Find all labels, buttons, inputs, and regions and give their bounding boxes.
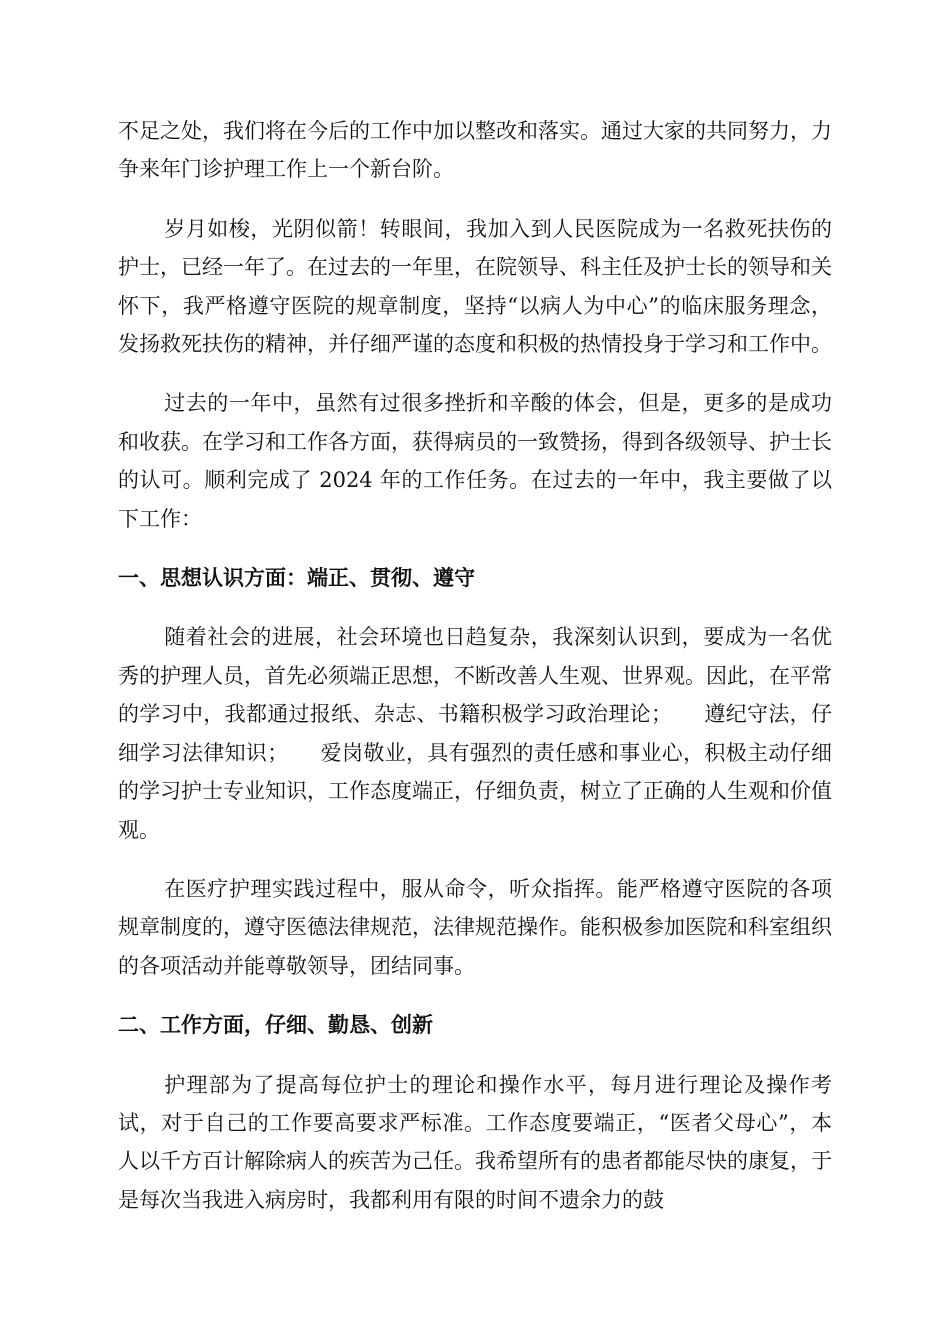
section-heading-work: 二、工作方面，仔细、勤恳、创新 [118, 1013, 433, 1038]
paragraph-intro-continuation: 不足之处，我们将在今后的工作中加以整改和落实。通过大家的共同努力，力争来年门诊护理工作上一个新台阶。 [118, 119, 832, 182]
paragraph-social-progress: 随着社会的进展，社会环境也日趋复杂，我深刻认识到，要成为一名优秀的护理人员，首先必须端正思想，不断改善人生观、世界观。因此，在平常的学习中，我都通过报纸、杂志、书籍积极学习政治理论； 遵纪守法，仔细学习法律知识； 爱岗敬业，具有强烈的责任感和事业心，积极主动仔细的学习护士专业知识，工作态度端正，仔细负责，树立了正确的人生观和价值观。 [118, 625, 832, 842]
paragraph-medical-practice: 在医疗护理实践过程中，服从命令，听众指挥。能严格遵守医院的各项规章制度的，遵守医德法律规范，法律规范操作。能积极参加医院和科室组织的各项活动并能尊敬领导，团结同事。 [118, 876, 832, 978]
paragraph-time-flies: 岁月如梭，光阴似箭！转眼间，我加入到人民医院成为一名救死扶伤的护士，已经一年了。在过去的一年里，在院领导、科主任及护士长的领导和关怀下，我严格遵守医院的规章制度，坚持“以病人为中心”的临床服务理念，发扬救死扶伤的精神，并仔细严谨的态度和积极的热情投身于学习和工作中。 [118, 216, 832, 357]
section-heading-ideology: 一、思想认识方面：端正、贯彻、遵守 [118, 566, 475, 591]
paragraph-nursing-department: 护理部为了提高每位护士的理论和操作水平，每月进行理论及操作考试，对于自己的工作要高要求严标准。工作态度要端正，“医者父母心”，本人以千方百计解除病人的疾苦为己任。我希望所有的患者都能尽快的康复，于是每次当我进入病房时，我都利用有限的时间不遗余力的鼓 [118, 1072, 832, 1212]
paragraph-past-year: 过去的一年中，虽然有过很多挫折和辛酸的体会，但是，更多的是成功和收获。在学习和工作各方面，获得病员的一致赞扬，得到各级领导、护士长的认可。顺利完成了 2024 年的工作任务。在过去的一年中，我主要做了以下工作： [118, 391, 832, 531]
